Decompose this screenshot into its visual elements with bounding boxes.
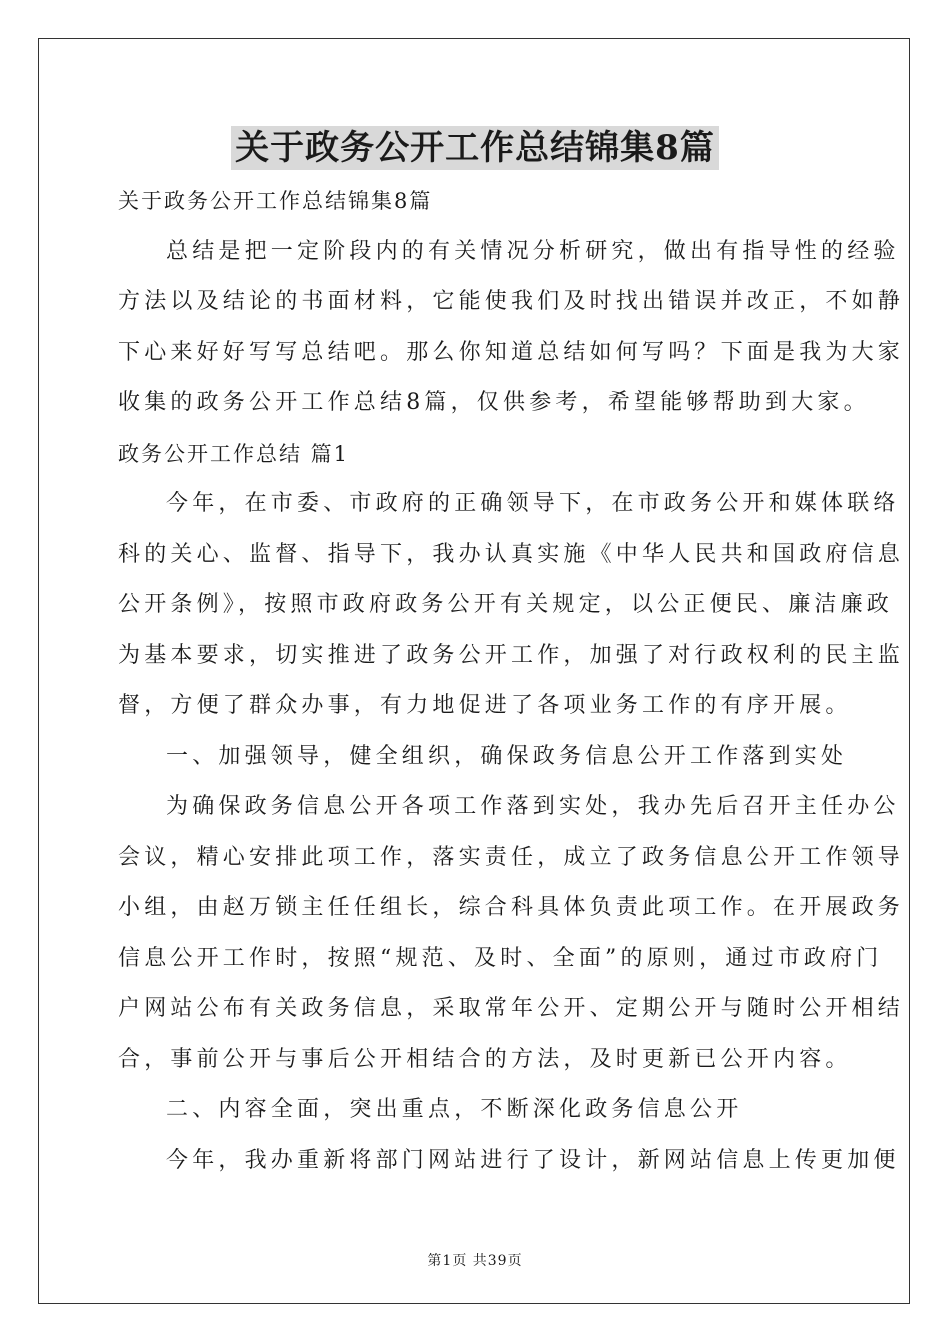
text-line: 户网站公布有关政务信息，采取常年公开、定期公开与随时公开相结 bbox=[118, 996, 905, 1021]
text-line: 小组，由赵万锁主任任组长，综合科具体负责此项工作。在开展政务 bbox=[118, 895, 905, 920]
text-line: 合，事前公开与事后公开相结合的方法，及时更新已公开内容。 bbox=[118, 1046, 852, 1072]
text-line: 今年，在市委、市政府的正确领导下，在市政务公开和媒体联络 bbox=[166, 491, 900, 516]
text-line: 为确保政务信息公开各项工作落到实处，我办先后召开主任办公 bbox=[166, 794, 900, 819]
text-line: 会议，精心安排此项工作，落实责任，成立了政务信息公开工作领导 bbox=[118, 844, 905, 870]
text-line: 总结是把一定阶段内的有关情况分析研究，做出有指导性的经验 bbox=[166, 238, 900, 264]
text-line: 信息公开工作时，按照“规范、及时、全面”的原则，通过市政府门 bbox=[118, 945, 883, 971]
text-line: 督，方便了群众办事，有力地促进了各项业务工作的有序开展。 bbox=[118, 693, 852, 718]
section-heading: 关于政务公开工作总结锦集8篇 bbox=[118, 189, 433, 213]
text-line: 方法以及结论的书面材料，它能使我们及时找出错误并改正，不如静 bbox=[118, 289, 905, 314]
title-container bbox=[0, 126, 950, 170]
text-line: 今年，我办重新将部门网站进行了设计，新网站信息上传更加便 bbox=[166, 1147, 900, 1173]
text-line: 二、内容全面，突出重点，不断深化政务信息公开 bbox=[166, 1097, 743, 1122]
text-line: 下心来好好写写总结吧。那么你知道总结如何写吗？下面是我为大家 bbox=[118, 339, 905, 365]
section-heading: 政务公开工作总结 篇1 bbox=[118, 441, 350, 466]
text-line: 科的关心、监督、指导下，我办认真实施《中华人民共和国政府信息 bbox=[118, 541, 905, 567]
document-body bbox=[118, 176, 905, 1186]
text-line: 为基本要求，切实推进了政务公开工作，加强了对行政权利的民主监 bbox=[118, 642, 905, 668]
page-footer: 第1页 共39页 bbox=[427, 1253, 523, 1269]
text-line: 一、加强领导，健全组织，确保政务信息公开工作落到实处 bbox=[166, 743, 848, 769]
document-title: 关于政务公开工作总结锦集8篇 bbox=[231, 126, 719, 170]
text-line: 收集的政务公开工作总结8篇，仅供参考，希望能够帮助到大家。 bbox=[118, 390, 870, 415]
text-line: 公开条例》，按照市政府政务公开有关规定，以公正便民、廉洁廉政 bbox=[118, 592, 894, 617]
